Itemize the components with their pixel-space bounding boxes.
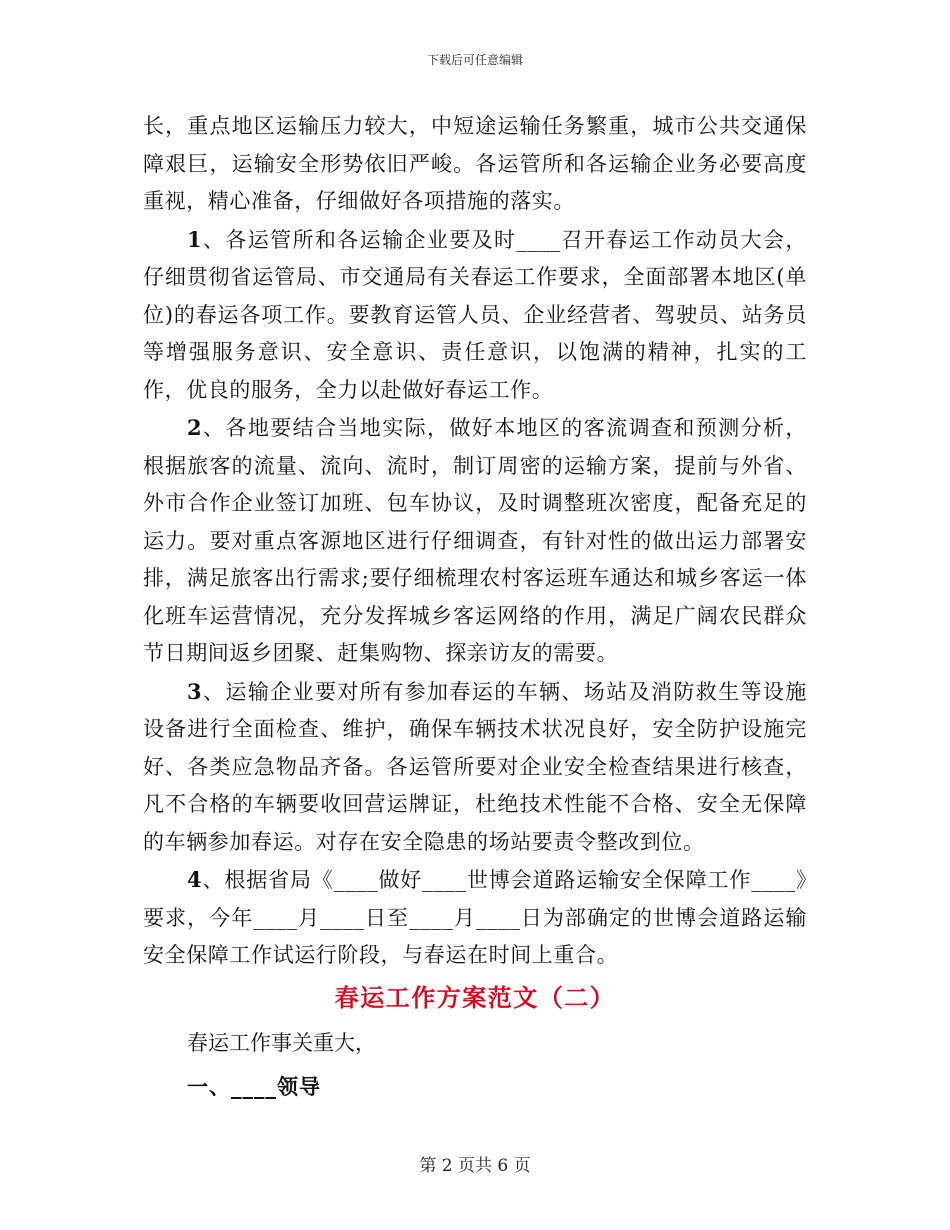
paragraph-text: 长，重点地区运输压力较大，中短途运输任务繁重，城市公共交通保障艰巨，运输安全形势依旧严峻。各运管所和各运输企业务必要高度重视，精心准备，仔细做好各项措施的落实。 xyxy=(143,114,807,213)
paragraph-3 xyxy=(143,673,807,862)
paragraph-number: 3 xyxy=(187,678,203,704)
intro-paragraph: 春运工作事关重大， xyxy=(187,1030,376,1055)
paragraph-number: 2 xyxy=(187,415,203,440)
section-title: 春运工作方案范文（二） xyxy=(334,982,616,1012)
paragraph-number: 4 xyxy=(187,867,203,892)
paragraph-number: 1 xyxy=(187,226,203,252)
paragraph-text: 、各地要结合当地实际，做好本地区的客流调查和预测分析，根据旅客的流量、流向、流时，制订周密的运输方案，提前与外省、外市合作企业签订加班、包车协议，及时调整班次密度，配备充足的运力。要对重点客源地区进行仔细调查，有针对性的做出运力部署安排，满足旅客出行需求;要仔细梳理农村客运班车通达和城乡客运一体化班车运营情况，充分发挥城乡客运网络的作用，满足广阔农民群众节日期间返乡团聚、赶集购物、探亲访友的需要。 xyxy=(143,416,807,665)
paragraph-text: 、运输企业要对所有参加春运的车辆、场站及消防救生等设施设备进行全面检查、维护，确保车辆技术状况良好，安全防护设施完好、各类应急物品齐备。各运管所要对企业安全检查结果进行核查，凡不合格的车辆要收回营运牌证，杜绝技术性能不合格、安全无保障的车辆参加春运。对存在安全隐患的场站要责令整改到位。 xyxy=(143,679,807,854)
paragraph-1 xyxy=(143,221,807,410)
paragraph-2 xyxy=(143,409,807,673)
paragraph-continuation xyxy=(143,108,807,221)
subheading: 一、____领导 xyxy=(187,1073,321,1099)
paragraph-text: 、根据省局《____做好____世博会道路运输安全保障工作____》要求，今年____月____日至____月____日为部确定的世博会道路运输安全保障工作试运行阶段，与春运在时间上重合。 xyxy=(143,868,807,967)
page-footer: 第 2 页共 6 页 xyxy=(419,1156,531,1176)
document-body xyxy=(143,108,807,1108)
paragraph-4 xyxy=(143,861,807,975)
page-header: 下载后可任意编辑 xyxy=(426,53,523,67)
paragraph-text: 、各运管所和各运输企业要及时____召开春运工作动员大会，仔细贯彻省运管局、市交通局有关春运工作要求，全面部署本地区(单位)的春运各项工作。要教育运管人员、企业经营者、驾驶员、站务员等增强服务意识、安全意识、责任意识，以饱满的精神，扎实的工作，优良的服务，全力以赴做好春运工作。 xyxy=(143,227,807,402)
